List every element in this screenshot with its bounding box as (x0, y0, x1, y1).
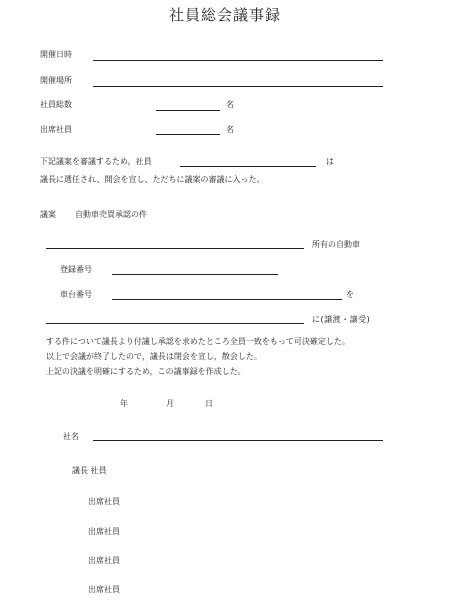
place-label: 開催場所 (40, 76, 72, 85)
intro-line2: 議長に選任され、開会を宣し、ただちに議案の審議に入った。 (40, 175, 265, 184)
chassis-field[interactable] (112, 299, 342, 300)
agenda-subject: 自動車売買承認の件 (75, 210, 147, 219)
resolution-line2: 以上で会議が終了したので，議長は閉会を宣し，散会した。 (46, 352, 262, 361)
chair-member-field[interactable] (180, 166, 316, 167)
attendee-label: 出席社員 (88, 556, 120, 565)
transferee-field[interactable] (46, 323, 304, 324)
day-label: 日 (205, 399, 213, 408)
chassis-suffix: を (346, 290, 354, 299)
attendee-label: 出席社員 (88, 585, 120, 594)
intro-line1-suffix: は (326, 157, 334, 166)
year-label: 年 (120, 399, 128, 408)
date-label: 開催日時 (40, 50, 72, 59)
resolution-line3: 上記の決議を明確にするため，この議事録を作成した。 (46, 367, 246, 376)
intro-line1-prefix: 下記議案を審議するため，社員 (40, 157, 152, 166)
month-label: 月 (166, 399, 174, 408)
total-members-unit: 名 (226, 100, 234, 109)
total-members-field[interactable] (156, 110, 220, 111)
attendee-label: 出席社員 (88, 497, 120, 506)
agenda-label: 議案 (40, 210, 56, 219)
owner-field[interactable] (46, 248, 304, 249)
date-field[interactable] (93, 60, 383, 61)
place-field[interactable] (93, 86, 383, 87)
resolution-line1: する件について議長より付議し承認を求めたところ全員一致をもって可決確定した。 (46, 337, 350, 346)
present-members-label: 出席社員 (40, 125, 72, 134)
transfer-suffix: に(譲渡・譲受) (312, 315, 371, 324)
total-members-label: 社員総数 (40, 100, 72, 109)
registration-label: 登録番号 (60, 265, 92, 274)
company-field[interactable] (93, 440, 383, 441)
company-label: 社名 (63, 432, 79, 441)
page-title: 社員総会議事録 (169, 6, 282, 24)
owned-car-suffix: 所有の自動車 (312, 240, 360, 249)
registration-field[interactable] (112, 274, 278, 275)
present-members-field[interactable] (156, 134, 220, 135)
chair-label: 議長 社員 (72, 466, 107, 475)
attendee-label: 出席社員 (88, 527, 120, 536)
present-members-unit: 名 (226, 125, 234, 134)
chassis-label: 車台番号 (60, 290, 92, 299)
